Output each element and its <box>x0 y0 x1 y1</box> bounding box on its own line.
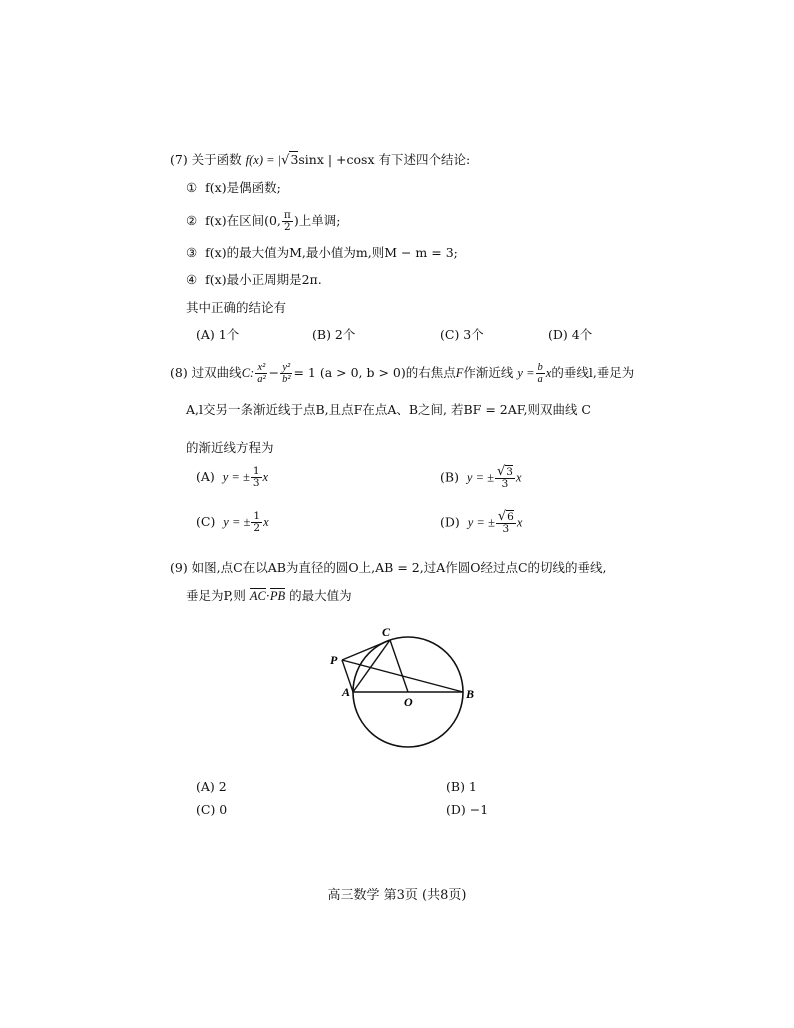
q9-option-a[interactable]: (A) 2 <box>196 779 227 794</box>
q8-stem-line3: 的渐近线方程为 <box>186 440 274 455</box>
q9-option-d[interactable]: (D) −1 <box>446 802 489 817</box>
q8-option-b[interactable]: (B) y = ± $\frac{√3}{3}$ x <box>440 464 522 490</box>
q8-stem-line2: A,l交另一条渐近线于点B,且点F在点A、B之间, 若BF = 2AF,则双曲线 C <box>186 402 591 417</box>
q8-option-d[interactable]: (D) y = ± $\frac{√6}{3}$ x <box>440 509 523 535</box>
q9-stem-line1: (9) 如图,点C在以AB为直径的圆O上,AB = 2,过A作圆O经过点C的切线的垂线, <box>170 560 607 575</box>
label-c: C <box>382 625 391 639</box>
q8-stem-line1: (8) 过双曲线C: $\frac{\text{x²}}{\text{a²}}$ − $\frac{\text{y²}}{\text{b²}}$ = 1 (a > 0, b > 0)的右焦点F作渐近线 y = $\frac{b}{a}$ x的垂线l,垂足为 <box>170 362 635 385</box>
q7-prompt: 其中正确的结论有 <box>186 300 287 315</box>
q7-conclusion-1: ① f(x)是偶函数; <box>186 180 281 195</box>
q7-option-a[interactable]: (A) 1个 <box>196 327 240 342</box>
q9-stem-line2: 垂足为P,则 AC·PB 的最大值为 <box>186 588 352 603</box>
q7-option-d[interactable]: (D) 4个 <box>548 327 593 342</box>
q9-option-c[interactable]: (C) 0 <box>196 802 228 817</box>
q7-option-b[interactable]: (B) 2个 <box>312 327 356 342</box>
q8-option-c[interactable]: (C) y = ± $\frac{1}{2}$ x <box>196 510 269 534</box>
q9-option-b[interactable]: (B) 1 <box>446 779 477 794</box>
q7-conclusion-4: ④ f(x)最小正周期是2π. <box>186 272 322 287</box>
label-b: B <box>466 687 475 701</box>
q7-conclusion-3: ③ f(x)的最大值为M,最小值为m,则M − m = 3; <box>186 245 458 260</box>
segment-co <box>390 640 408 692</box>
q8-option-a[interactable]: (A) y = ± $\frac{1}{3}$ x <box>196 465 269 489</box>
label-p: P <box>330 653 338 667</box>
q9-figure <box>320 620 490 760</box>
q7-option-c[interactable]: (C) 3个 <box>440 327 484 342</box>
label-o: O <box>404 695 413 709</box>
q7-conclusion-2: ② f(x)在区间(0, $\frac{\pi}{2}$ )上单调; <box>186 209 341 233</box>
label-a: A <box>342 685 351 699</box>
q7-stem: (7) 关于函数 f(x) = |√3sinx | +cosx 有下述四个结论: <box>170 152 471 168</box>
segment-pb <box>342 660 463 692</box>
page-footer: 高三数学 第3页 (共8页) <box>327 888 467 903</box>
